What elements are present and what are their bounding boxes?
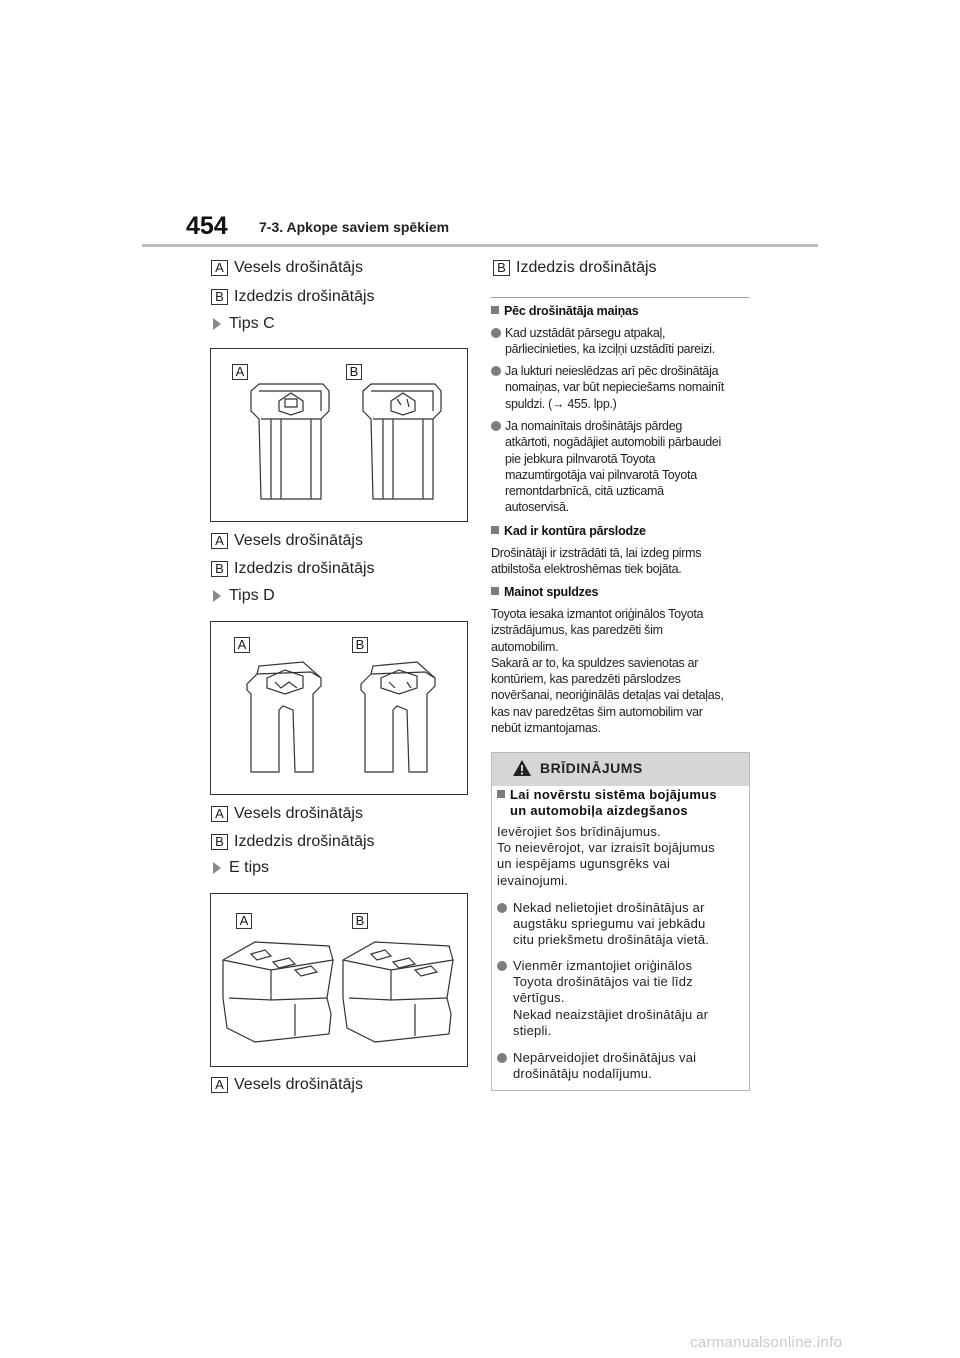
warning-heading: Lai novērstu sistēma bojājumus un automobiļa aizdegšanos xyxy=(497,787,747,819)
fuse-e-illustration xyxy=(211,894,467,1066)
square-bullet-icon xyxy=(491,306,499,314)
paragraph-bulbs: Toyota iesaka izmantot oriģinālos Toyota izstrādājumus, kas paredzēti šim automobilim. Sakarā ar to, ka spuldzes savienotas ar kontūriem, kas paredzēti pārslodzes novēršanai, neoriģinālās detaļas vai detaļas, kas nav paredzētas šim automobilim var nebūt izmantojamas. xyxy=(491,607,724,736)
tips-e-heading xyxy=(213,859,269,877)
warning-bullet-1: Nekad nelietojiet drošinātājus ar augstāku spriegumu vai jebkādu citu priekšmetu drošinātāja vietā. xyxy=(497,900,763,949)
figure-label-b: B xyxy=(346,364,362,380)
bullet-lights: Ja lukturi neieslēdzas arī pēc drošinātāja nomaiņas, var būt nepieciešams nomainīt spuldzi. (→ 455. lpp.) xyxy=(491,363,767,412)
paragraph-overload: Drošinātāji ir izstrādāti tā, lai izdeg pirms atbilstoša elektroshēmas tiek bojāta. xyxy=(491,546,702,577)
label-text: Izdedzis drošinātājs xyxy=(516,259,657,276)
figure-tips-d xyxy=(210,621,468,795)
figure-label-b: B xyxy=(352,913,368,929)
tips-d-heading xyxy=(213,587,275,605)
fuse-c-illustration xyxy=(211,349,467,521)
label-a-box: A xyxy=(211,1077,228,1093)
figure-label-a: A xyxy=(232,364,248,380)
bullet-repeat-blow: Ja nomainītais drošinātājs pārdeg atkārtoti, nogādājiet automobili pārbaudei pie jebkura pilnvarotā Toyota mazumtirgotāja vai pilnvarotā Toyota remontdarbnīcā, citā uzticamā autoservisā. xyxy=(491,418,767,516)
label-a-box: A xyxy=(211,533,228,549)
dot-bullet-icon xyxy=(497,1053,507,1063)
label-text: Vesels drošinātājs xyxy=(234,532,363,549)
label-text: Vesels drošinātājs xyxy=(234,805,363,822)
section-heading-bulbs: Mainot spuldzes xyxy=(491,585,598,599)
triangle-bullet-icon xyxy=(213,590,221,602)
warning-title: BRĪDINĀJUMS xyxy=(540,760,643,776)
section-title: 7-3. Apkope saviem spēkiem xyxy=(259,219,450,235)
label-row-healthy-3 xyxy=(211,805,363,823)
fuse-d-illustration xyxy=(211,622,467,794)
dot-bullet-icon xyxy=(497,961,507,971)
triangle-bullet-icon xyxy=(213,862,221,874)
warning-bullet-3: Nepārveidojiet drošinātājus vai drošinātāju nodalījumu. xyxy=(497,1050,763,1082)
figure-tips-c xyxy=(210,348,468,522)
label-text: Izdedzis drošinātājs xyxy=(234,288,375,305)
label-row-blown-right xyxy=(493,259,657,277)
warning-bullet-2: Vienmēr izmantojiet oriģinālos Toyota drošinātājos vai tie līdz vērtīgus. Nekad neaizstājiet drošinātāju ar stiepli. xyxy=(497,958,763,1039)
bullet-cover: Kad uzstādāt pārsegu atpakaļ, pārliecinieties, ka izciļņi uzstādīti pareizi. xyxy=(491,325,767,358)
dot-bullet-icon xyxy=(491,366,501,376)
tips-c-heading xyxy=(213,315,275,333)
page-number: 454 xyxy=(186,212,228,240)
label-b-box: B xyxy=(211,289,228,305)
label-b-box: B xyxy=(211,561,228,577)
triangle-bullet-icon xyxy=(213,318,221,330)
dot-bullet-icon xyxy=(491,421,501,431)
label-b-box: B xyxy=(211,834,228,850)
header-rule xyxy=(142,244,818,247)
label-b-box: B xyxy=(493,260,510,276)
square-bullet-icon xyxy=(497,790,505,798)
label-text: Izdedzis drošinātājs xyxy=(234,833,375,850)
square-bullet-icon xyxy=(491,526,499,534)
label-text: Vesels drošinātājs xyxy=(234,259,363,276)
label-row-blown-2 xyxy=(211,560,375,578)
tips-text: Tips D xyxy=(229,587,275,604)
label-text: Vesels drošinātājs xyxy=(234,1076,363,1093)
section-heading-overload: Kad ir kontūra pārslodze xyxy=(491,524,646,538)
label-row-healthy-2 xyxy=(211,532,363,550)
warning-intro: Ievērojiet šos brīdinājumus. To neievērojot, var izraisīt bojājumus un iespējams ugunsgrēks vai ievainojumi. xyxy=(497,824,715,888)
label-row-healthy-1 xyxy=(211,259,363,277)
section-heading-after-replacement: Pēc drošinātāja maiņas xyxy=(491,304,639,318)
label-row-blown-1 xyxy=(211,288,375,306)
section-divider xyxy=(491,297,749,298)
tips-text: E tips xyxy=(229,859,270,876)
dot-bullet-icon xyxy=(491,328,501,338)
label-row-healthy-4 xyxy=(211,1076,363,1094)
dot-bullet-icon xyxy=(497,903,507,913)
figure-label-b: B xyxy=(352,637,368,653)
figure-tips-e xyxy=(210,893,468,1067)
tips-text: Tips C xyxy=(229,315,275,332)
label-row-blown-3 xyxy=(211,833,375,851)
figure-label-a: A xyxy=(234,637,250,653)
watermark-text: carmanualsonline.info xyxy=(690,1334,843,1351)
square-bullet-icon xyxy=(491,587,499,595)
figure-label-a: A xyxy=(236,913,252,929)
label-text: Izdedzis drošinātājs xyxy=(234,560,375,577)
warning-triangle-icon xyxy=(512,759,532,777)
label-a-box: A xyxy=(211,260,228,276)
label-a-box: A xyxy=(211,806,228,822)
